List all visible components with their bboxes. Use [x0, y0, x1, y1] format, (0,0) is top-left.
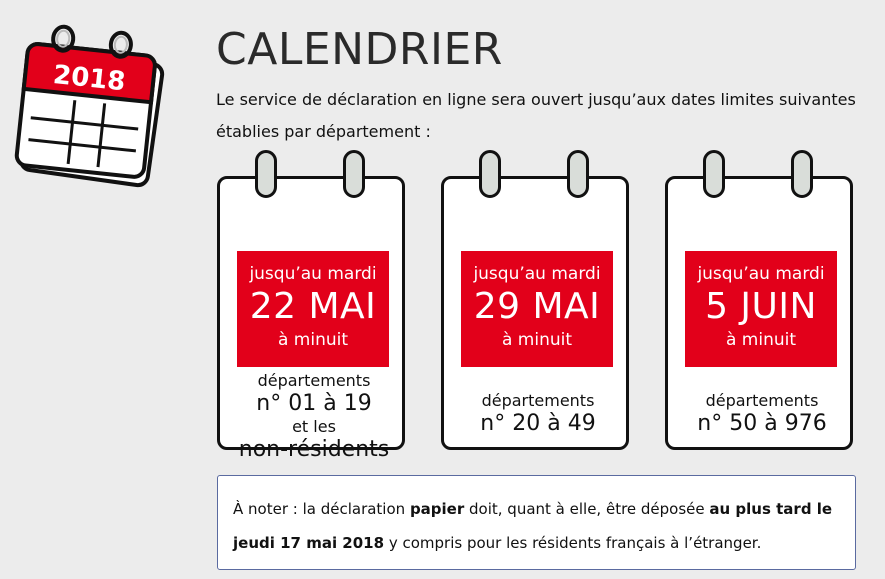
date-main: 5 JUIN [705, 286, 817, 327]
ring-icon [567, 150, 589, 198]
department-label: départements [481, 391, 595, 410]
ring-icon [255, 150, 277, 198]
department-info [668, 391, 856, 437]
ring-icon [343, 150, 365, 198]
date-suffix: à minuit [501, 330, 573, 350]
intro-text: Le service de déclaration en ligne sera ouvert jusqu’aux dates limites suivantes établies par département : [216, 90, 856, 141]
ring-icon [791, 150, 813, 198]
note-bold-paper: papier [409, 500, 465, 518]
date-main: 22 MAI [249, 286, 377, 327]
date-main: 29 MAI [473, 286, 601, 327]
card-sheet [217, 176, 405, 462]
department-range: n° 20 à 49 [480, 411, 596, 436]
page-title: CALENDRIER [216, 24, 503, 75]
card-sheet [665, 176, 853, 450]
date-prefix: jusqu’au mardi [249, 264, 377, 284]
calendar-year-text: 2018 [51, 59, 127, 98]
card-sheet [441, 176, 629, 450]
department-range: n° 01 à 19 [256, 391, 372, 416]
date-suffix: à minuit [277, 330, 349, 350]
department-extra-and: et les [292, 417, 336, 436]
department-extra: non-résidents [238, 437, 390, 462]
date-prefix: jusqu’au mardi [697, 264, 825, 284]
ring-icon [703, 150, 725, 198]
ring-icon [479, 150, 501, 198]
note-box [217, 475, 856, 570]
note-text-3: y compris pour les résidents français à l’étranger. [384, 534, 762, 552]
date-prefix: jusqu’au mardi [473, 264, 601, 284]
date-box [685, 251, 837, 367]
department-range: n° 50 à 976 [697, 411, 827, 436]
deadline-card-2 [441, 140, 636, 454]
calendar-2018-icon [6, 14, 176, 194]
note-bold-deadline: au plus tard le jeudi 17 mai 2018 [233, 500, 833, 552]
deadline-card-1 [217, 140, 412, 462]
note-text-2: doit, quant à elle, être déposée [464, 500, 710, 518]
department-label: départements [705, 391, 819, 410]
department-info [444, 391, 632, 437]
date-suffix: à minuit [725, 330, 797, 350]
deadline-card-3 [665, 140, 860, 454]
department-label: départements [257, 371, 371, 390]
department-info [220, 371, 408, 463]
date-box [237, 251, 389, 367]
note-text-1: À noter : la déclaration [233, 500, 410, 518]
date-box [461, 251, 613, 367]
